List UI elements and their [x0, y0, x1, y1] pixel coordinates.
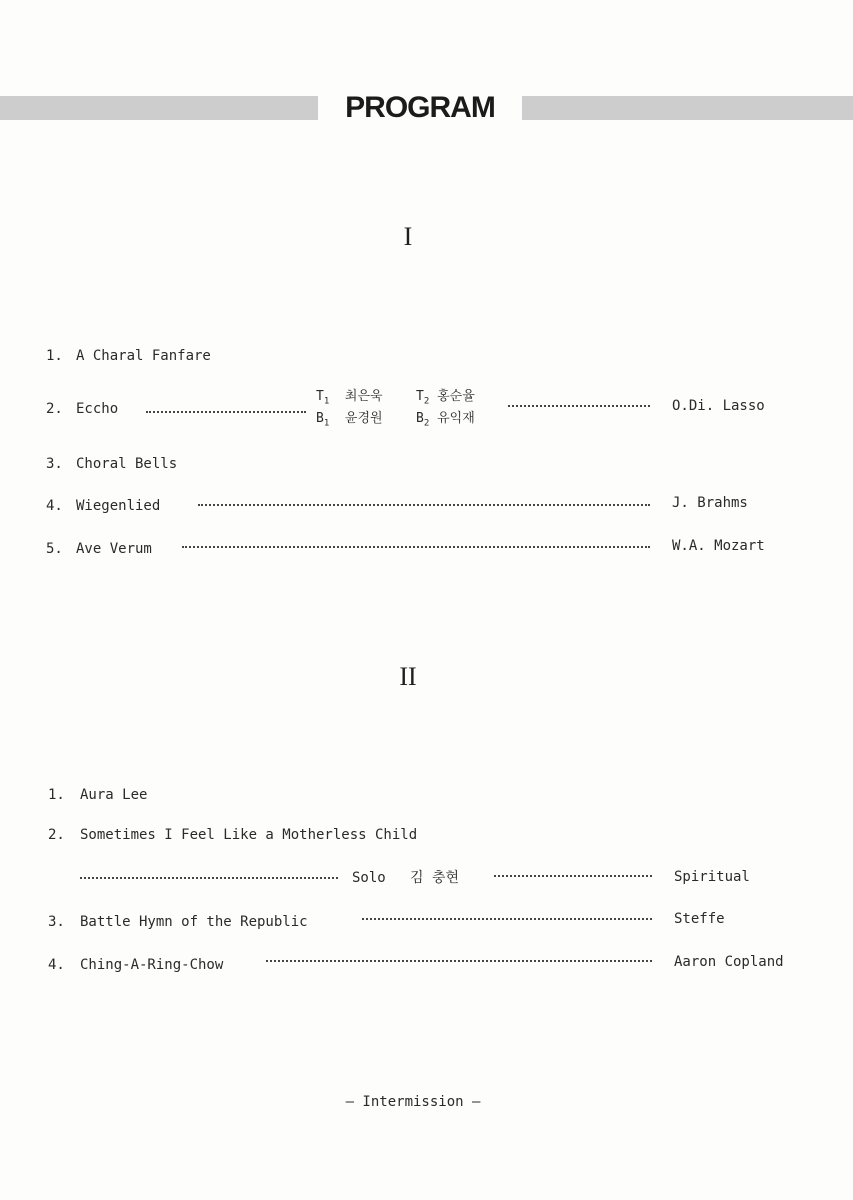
item-title: Battle Hymn of the Republic: [80, 914, 308, 930]
part-one-numeral: I: [403, 222, 413, 251]
program-title: PROGRAM: [345, 91, 495, 124]
item-title: A Charal Fanfare: [76, 348, 211, 364]
item-number: 4.: [46, 498, 63, 514]
leader-dots: [266, 958, 652, 962]
performer: $B_1$ 윤경원: [316, 411, 383, 429]
composer: Spiritual: [674, 869, 750, 885]
soloist-name: 김 충현: [410, 870, 460, 886]
composer: Steffe: [674, 911, 725, 927]
item-title: Wiegenlied: [76, 498, 161, 514]
leader-dots: [198, 502, 650, 506]
item-number: 2.: [48, 827, 65, 843]
item-title: Eccho: [76, 401, 119, 417]
leader-dots: [494, 873, 652, 877]
item-number: 4.: [48, 957, 65, 973]
part-two-numeral: II: [399, 662, 417, 691]
solo-label: Solo: [352, 870, 386, 886]
intermission-note: — Intermission —: [345, 1094, 481, 1110]
composer: O.Di. Lasso: [672, 398, 765, 414]
item-number: 5.: [46, 541, 63, 557]
banner-band-right: [522, 96, 853, 120]
item-title: Aura Lee: [80, 787, 148, 803]
item-number: 1.: [48, 787, 65, 803]
leader-dots: [80, 875, 338, 879]
banner-band-left: [0, 96, 318, 120]
leader-dots: [508, 403, 650, 407]
item-number: 3.: [46, 456, 63, 472]
item-title: Ching-A-Ring-Chow: [80, 957, 224, 973]
performer: $T_2$ 홍순율: [416, 389, 475, 407]
item-title: Choral Bells: [76, 456, 178, 472]
item-number: 1.: [46, 348, 63, 364]
program-banner: [0, 91, 853, 124]
item-number: 3.: [48, 914, 65, 930]
leader-dots: [182, 544, 650, 548]
composer: Aaron Copland: [674, 954, 784, 970]
item-number: 2.: [46, 401, 63, 417]
leader-dots: [146, 409, 306, 413]
leader-dots: [362, 916, 652, 920]
performer: $T_1$ 최은욱: [316, 389, 383, 407]
item-title: Ave Verum: [76, 541, 152, 557]
composer: J. Brahms: [672, 495, 748, 511]
item-title: Sometimes I Feel Like a Motherless Child: [80, 827, 418, 843]
composer: W.A. Mozart: [672, 538, 765, 554]
performer: $B_2$ 유익재: [416, 411, 475, 429]
